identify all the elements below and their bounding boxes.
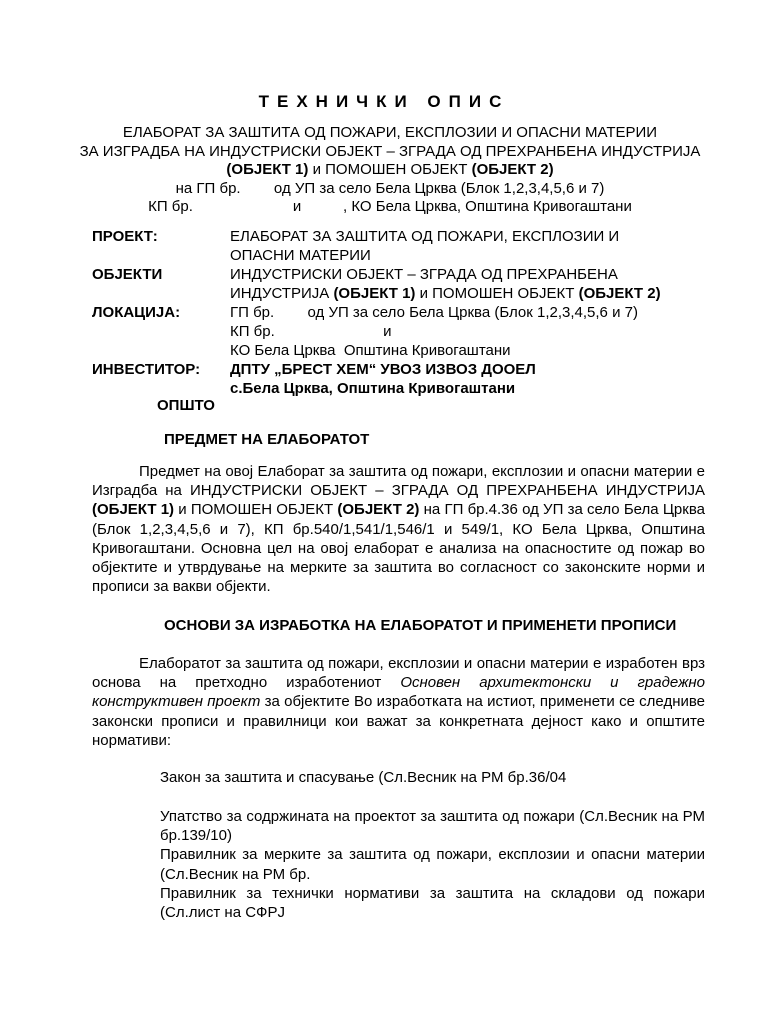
meta-row-investor <box>92 360 692 398</box>
object-1-tag: (ОБЈЕКТ 1) <box>333 285 416 302</box>
object-2-tag: (ОБЈЕКТ 2) <box>337 501 420 519</box>
meta-value-line: ЕЛАБОРАТ ЗА ЗАШТИТА ОД ПОЖАРИ, ЕКСПЛОЗИИ И <box>230 228 620 245</box>
meta-label: ЛОКАЦИЈА: <box>92 304 181 321</box>
object-2-tag: (ОБЈЕКТ 2) <box>578 285 661 302</box>
header-text: и ПОМОШЕН ОБЈЕКТ <box>308 161 472 178</box>
meta-value-line: ГП бр. од УП за село Бела Црква (Блок 1,2,3,4,5,6 и 7) <box>230 304 638 321</box>
header-line: ЗА ИЗГРАДБА НА ИНДУСТРИСКИ ОБЈЕКТ – ЗГРАДА ОД ПРЕХРАНБЕНА ИНДУСТРИЈА <box>79 142 701 160</box>
list-item: Закон за заштита и спасување (Сл.Весник на РМ бр.36/04 <box>160 769 567 786</box>
document-header <box>70 124 710 217</box>
meta-value <box>230 227 692 265</box>
meta-value-line: с.Бела Црква, Општина Кривогаштани <box>230 380 516 397</box>
meta-value-line: ДПТУ „БРЕСТ ХЕМ“ УВОЗ ИЗВОЗ ДООЕЛ <box>230 361 536 378</box>
object-1-tag: (ОБЈЕКТ 1) <box>92 501 175 519</box>
meta-label: ИНВЕСТИТОР: <box>92 361 201 378</box>
regulations-list-continued <box>160 807 705 922</box>
header-line <box>70 161 710 180</box>
section-heading-subject: ПРЕДМЕТ НА ЕЛАБОРАТОТ <box>164 431 370 448</box>
meta-row-location <box>92 303 692 360</box>
paragraph-italic-text: Основен архитектонски и градежно конструктивен проект <box>92 674 705 711</box>
object-2-tag: (ОБЈЕКТ 2) <box>471 161 554 178</box>
meta-value-line: КП бр. и <box>230 323 392 340</box>
meta-value-line: ИНДУСТРИСКИ ОБЈЕКТ – ЗГРАДА ОД ПРЕХРАНБЕНА <box>230 266 618 283</box>
meta-label: ПРОЕКТ: <box>92 228 158 245</box>
paragraph-text: за објектите Во изработката на истиот, применети се следниве законски прописи и правилници кои важат за конкретната дејност како и општите нормативи: <box>92 693 705 749</box>
meta-label: ОБЈЕКТИ <box>92 266 163 283</box>
meta-text: ИНДУСТРИЈА <box>230 285 334 302</box>
meta-text: и ПОМОШЕН ОБЈЕКТ <box>415 285 579 302</box>
document-title: ТЕХНИЧКИ ОПИС <box>258 92 510 111</box>
paragraph-text: на ГП бр.4.36 од УП за село Бела Црква (Блок 1,2,3,4,5,6 и 7), КП бр.540/1,541/1,546/1 и 549/1, КО Бела Црква, Општина Кривогаштани. Основна цел на овој елаборат е анализа на опасностите од пожар во објектите и утврдување на мерките за заштита во согласност со законските норми и прописи за вакви објекти. <box>92 501 705 596</box>
list-item: Упатство за содржината на проектот за заштита од пожари (Сл.Весник на РМ бр.139/10) <box>160 808 705 845</box>
meta-value <box>230 303 692 360</box>
paragraph-basis <box>92 654 705 750</box>
list-item: Правилник за технички нормативи за заштита на складови од пожари (Сл.лист на СФРЈ <box>160 884 705 922</box>
paragraph-text: Предмет на овој Елаборат за заштита од пожари, експлозии и опасни материи е Изградба на ИНДУСТРИСКИ ОБЈЕКТ – ЗГРАДА ОД ПРЕХРАНБЕНА ИНДУСТРИЈА <box>92 463 705 500</box>
section-heading-general: ОПШТО <box>157 397 215 414</box>
paragraph-text: и ПОМОШЕН ОБЈЕКТ <box>174 501 338 519</box>
list-item: Правилник за мерките за заштита од пожари, експлозии и опасни материи (Сл.Весник на РМ бр. <box>160 846 705 883</box>
object-1-tag: (ОБЈЕКТ 1) <box>226 161 309 178</box>
meta-value-line: КО Бела Црква Општина Кривогаштани <box>230 342 511 359</box>
meta-value <box>230 265 692 303</box>
meta-value-line: ОПАСНИ МАТЕРИИ <box>230 247 371 264</box>
header-line: КП бр. и , КО Бела Црква, Општина Кривогаштани <box>148 198 632 215</box>
header-line: ЕЛАБОРАТ ЗА ЗАШТИТА ОД ПОЖАРИ, ЕКСПЛОЗИИ И ОПАСНИ МАТЕРИИ <box>122 124 658 141</box>
meta-row-project <box>92 227 692 265</box>
paragraph-text: Елаборатот за заштита од пожари, експлозии и опасни материи е изработен врз основа на претходно изработениот <box>92 655 705 692</box>
regulations-list <box>160 768 705 787</box>
project-meta <box>92 227 692 398</box>
paragraph-subject <box>92 462 705 596</box>
meta-row-objects <box>92 265 692 303</box>
section-heading-basis: ОСНОВИ ЗА ИЗРАБОТКА НА ЕЛАБОРАТОТ И ПРИМЕНЕТИ ПРОПИСИ <box>164 617 677 634</box>
meta-value <box>230 360 692 398</box>
header-line: на ГП бр. од УП за село Бела Црква (Блок 1,2,3,4,5,6 и 7) <box>175 179 605 197</box>
meta-value-line <box>230 284 692 303</box>
